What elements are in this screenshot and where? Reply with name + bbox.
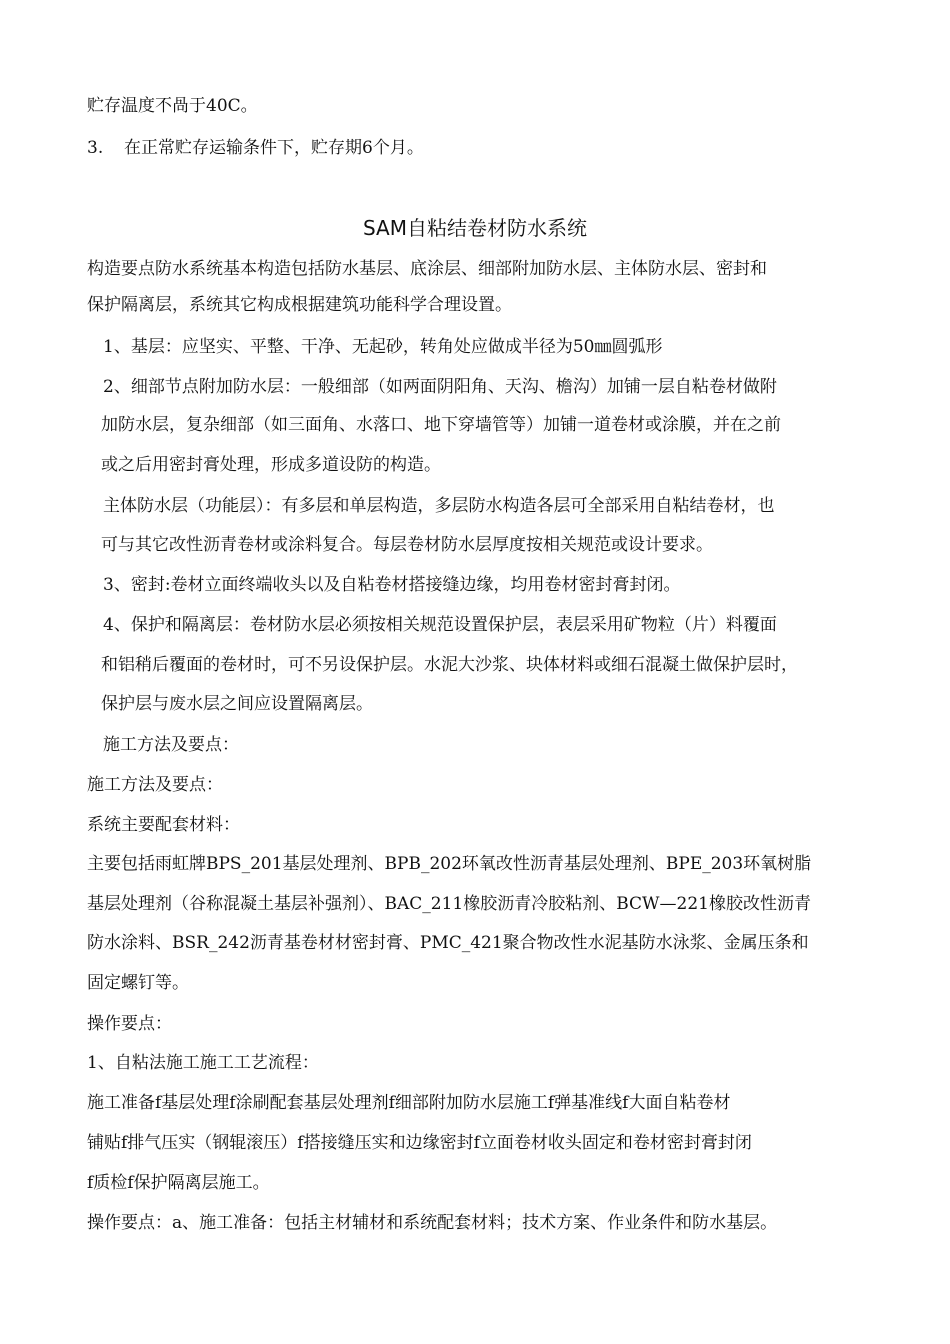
materials-line-3: 防水涂料、BSR_242沥青基卷材材密封膏、PMC_421聚合物改性水泥基防水泳浆、金属压条和: [87, 933, 809, 953]
protection-line-2: 和铝稍后覆面的卷材时，可不另设保护层。水泥大沙浆、块体材料或细石混凝土做保护层时，: [101, 655, 798, 675]
detail-layer-line-2: 加防水层，复杂细部（如三面角、水落口、地下穿墙管等）加铺一道卷材或涂膜，并在之前: [101, 415, 781, 435]
item-3-number: 3.: [87, 138, 104, 158]
protection-line-1: 4、保护和隔离层：卷材防水层必须按相关规范设置保护层，表层采用矿物粒（片）料覆面: [103, 615, 777, 635]
process-flow-line-1: 施工准备f基层处理f涂刷配套基层处理剂f细部附加防水层施工f弹基准线f大面自粘卷材: [87, 1093, 731, 1113]
ops-preparation-line: 操作要点：a、施工准备：包括主材辅材和系统配套材料；技术方案、作业条件和防水基层。: [87, 1213, 778, 1233]
ops-heading: 操作要点：: [87, 1014, 172, 1034]
materials-heading: 系统主要配套材料：: [87, 815, 240, 835]
intro-line-1: 构造要点防水系统基本构造包括防水基层、底涂层、细部附加防水层、主体防水层、密封和: [87, 259, 767, 279]
method-heading: 施工方法及要点：: [87, 775, 223, 795]
protection-line-3: 保护层与废水层之间应设置隔离层。: [101, 694, 373, 714]
intro-line-2: 保护隔离层，系统其它构成根据建筑功能科学合理设置。: [87, 295, 512, 315]
base-layer-paragraph: 1、基层：应坚实、平整、干净、无起砂，转角处应做成半径为50㎜圆弧形: [103, 337, 663, 357]
storage-temp-line: 贮存温度不咼于40C。: [87, 96, 258, 116]
process-flow-heading: 1、自粘法施工施工工艺流程：: [87, 1053, 319, 1073]
main-layer-line-1: 主体防水层（功能层）：有多层和单层构造，多层防水构造各层可全部采用自粘结卷材，也: [103, 496, 775, 516]
item-3-text: 在正常贮存运输条件下，贮存期6个月。: [124, 138, 424, 158]
process-flow-line-2: 铺贴f排气压实（钢辊滚压）f搭接缝压实和边缘密封f立面卷材收头固定和卷材密封膏封闭: [87, 1133, 752, 1153]
materials-line-1: 主要包括雨虹牌BPS_201基层处理剂、BPB_202环氧改性沥青基层处理剂、BPE_203环氧树脂: [87, 854, 812, 874]
sealing-paragraph: 3、密封:卷材立面终端收头以及自粘卷材搭接缝边缘，均用卷材密封膏封闭。: [103, 575, 681, 595]
detail-layer-line-1: 2、细部节点附加防水层：一般细部（如两面阴阳角、天沟、檐沟）加铺一层自粘卷材做附: [103, 377, 777, 397]
main-layer-line-2: 可与其它改性沥青卷材或涂料复合。每层卷材防水层厚度按相关规范或设计要求。: [101, 535, 713, 555]
materials-line-2: 基层处理剂（谷称混凝土基层补强剂）、BAC_211橡胶沥青冷胶粘剂、BCW—221橡胶改性沥青: [87, 894, 811, 914]
section-title: SAM自粘结卷材防水系统: [362, 216, 587, 240]
process-flow-line-3: f质检f保护隔离层施工。: [87, 1173, 270, 1193]
detail-layer-line-3: 或之后用密封膏处理，形成多道设防的构造。: [101, 455, 441, 475]
materials-line-4: 固定螺钉等。: [87, 973, 189, 993]
method-heading-indented: 施工方法及要点：: [103, 735, 239, 755]
